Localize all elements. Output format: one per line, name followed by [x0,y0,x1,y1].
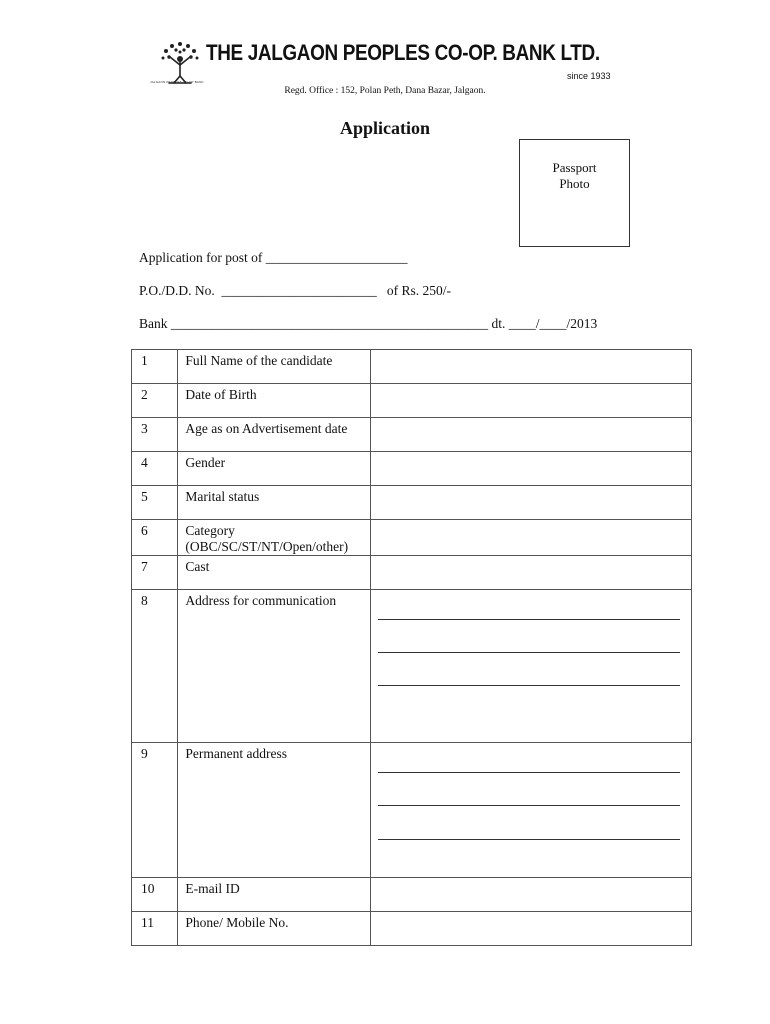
date-of-birth-input[interactable] [370,384,691,418]
row-label: Marital status [178,486,370,520]
address-line [378,839,680,840]
applicant-details-table [131,349,692,946]
row-label: Phone/ Mobile No. [178,912,370,946]
table-row [132,912,692,946]
logo-caption: JALGAON PEOPLES CO-OP BANK [150,80,204,84]
table-row [132,590,692,743]
table-row [132,878,692,912]
table-row [132,556,692,590]
gender-input[interactable] [370,452,691,486]
email-input[interactable] [370,878,691,912]
row-label-line: Category [185,523,235,538]
photo-box-label-1: Passport [552,160,597,175]
row-number: 4 [132,452,178,486]
row-number: 8 [132,590,178,743]
row-label: E-mail ID [178,878,370,912]
address-line [378,805,680,806]
row-number: 10 [132,878,178,912]
row-label [178,520,370,556]
row-label: Age as on Advertisement date [178,418,370,452]
cast-input[interactable] [370,556,691,590]
table-row [132,350,692,384]
dd-number-field[interactable]: P.O./D.D. No. _______________________ of Rs. 250/- [139,283,452,298]
passport-photo-box[interactable] [519,139,630,247]
table-row [132,384,692,418]
row-number: 3 [132,418,178,452]
address-line [378,619,680,620]
bank-name: THE JALGAON PEOPLES CO-OP. BANK LTD. [206,40,600,65]
registered-office: Regd. Office : 152, Polan Peth, Dana Bazar, Jalgaon. [284,86,486,96]
photo-box-label-2: Photo [559,176,590,191]
row-number: 11 [132,912,178,946]
category-input[interactable] [370,520,691,556]
row-number: 7 [132,556,178,590]
page-title: Application [339,118,431,138]
row-label-line: (OBC/SC/ST/NT/Open/other) [185,539,349,554]
row-number: 5 [132,486,178,520]
marital-status-input[interactable] [370,486,691,520]
table-row [132,520,692,556]
table-row [132,418,692,452]
full-name-input[interactable] [370,350,691,384]
since-year: since 1933 [567,71,611,81]
address-line [378,685,680,686]
row-label: Full Name of the candidate [178,350,370,384]
permanent-address-input[interactable] [370,743,691,878]
address-line [378,772,680,773]
table-row [132,743,692,878]
table-row [132,486,692,520]
row-number: 1 [132,350,178,384]
age-input[interactable] [370,418,691,452]
row-label: Date of Birth [178,384,370,418]
communication-address-input[interactable] [370,590,691,743]
row-number: 6 [132,520,178,556]
row-number: 2 [132,384,178,418]
row-label: Permanent address [178,743,370,878]
row-label: Address for communication [178,590,370,743]
address-line [378,652,680,653]
row-label: Cast [178,556,370,590]
row-label: Gender [178,452,370,486]
table-row [132,452,692,486]
phone-input[interactable] [370,912,691,946]
bank-date-field[interactable]: Bank _______________________________________________ dt. ____/____/2013 [139,316,598,331]
row-number: 9 [132,743,178,878]
post-applied-field[interactable]: Application for post of _____________________ [139,250,408,265]
